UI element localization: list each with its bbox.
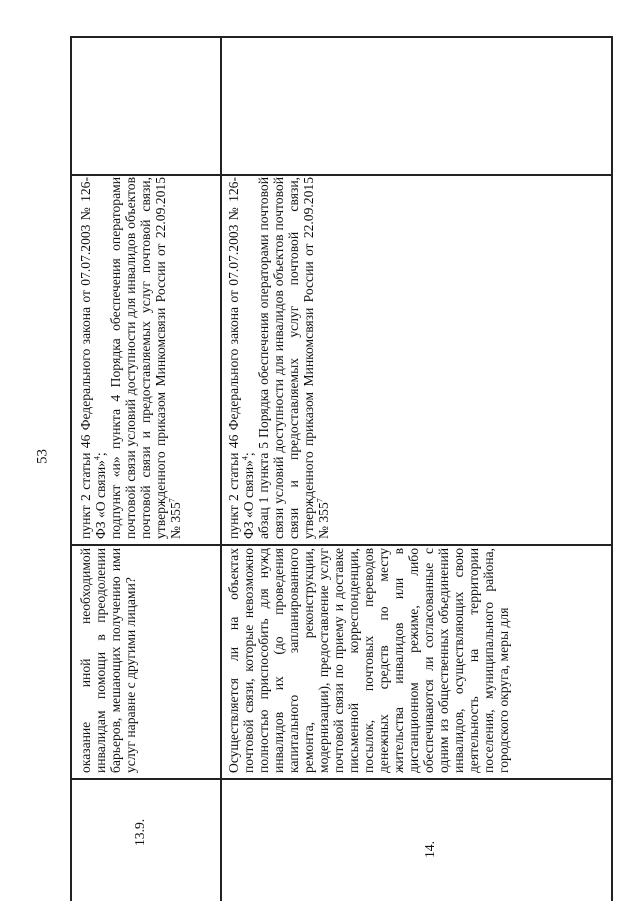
- legal-basis-item: абзац 1 пункта 5 Порядка обеспечения операторами почтовой связи условий доступности для инвалидов объектов почтовой связи и предоставляемых услуг почтовой связи, утвержденного приказом Минкомсвязи России от 22.09.2015 № $355^7$: [256, 177, 331, 539]
- table-border-right: [611, 36, 613, 901]
- page-number: 53: [34, 449, 51, 464]
- legal-basis-cell: [226, 177, 606, 539]
- column-divider-basis: [70, 174, 612, 176]
- legal-basis-cell: [78, 177, 218, 539]
- table-border-top: [70, 36, 612, 38]
- legal-basis-item: подпункт «и» пункта 4 Порядка обеспечения операторами почтовой связи условий доступности для инвалидов объектов почтовой связи и предоставляемых услуг почтовой связи, утвержденного приказом Минкомсвязи России от 22.09.2015 № $355^7$: [108, 177, 183, 539]
- column-divider-num: [70, 778, 612, 780]
- question-cell: оказание иной необходимой инвалидам помощи в преодолении барьеров, мешающих получению ими услуг наравне с другими лицами?: [78, 548, 138, 773]
- legal-basis-item: пункт 2 статьи 46 Федерального закона от 07.07.2003 № 126-ФЗ «О связи»$^4$;: [78, 177, 108, 539]
- question-cell: Осуществляется ли на объектах почтовой связи, которые невозможно полностью приспособить для нужд инвалидов их (до проведения капитального запланированного ремонта, реконструкции, модернизации), предоставление услуг почтовой связи по приему и доставке письменной корреспонденции, посылок, почтовых переводов денежных средств по месту жительства инвалидов или в дистанционном режиме, либо обеспечиваются ли согласованные с одним из общественных объединений инвалидов, осуществляющих свою деятельность на территории поселения, муниципального района, городского округа, меры для: [226, 548, 511, 773]
- column-divider-question: [70, 544, 612, 546]
- requirements-table: [70, 36, 612, 901]
- legal-basis-item: пункт 2 статьи 46 Федерального закона от 07.07.2003 № 126-ФЗ «О связи»$^4$;: [226, 177, 256, 539]
- row-number: 13.9.: [132, 818, 147, 846]
- table-border-left: [70, 36, 72, 901]
- row-divider: [220, 36, 222, 901]
- row-number: 14.: [422, 841, 437, 858]
